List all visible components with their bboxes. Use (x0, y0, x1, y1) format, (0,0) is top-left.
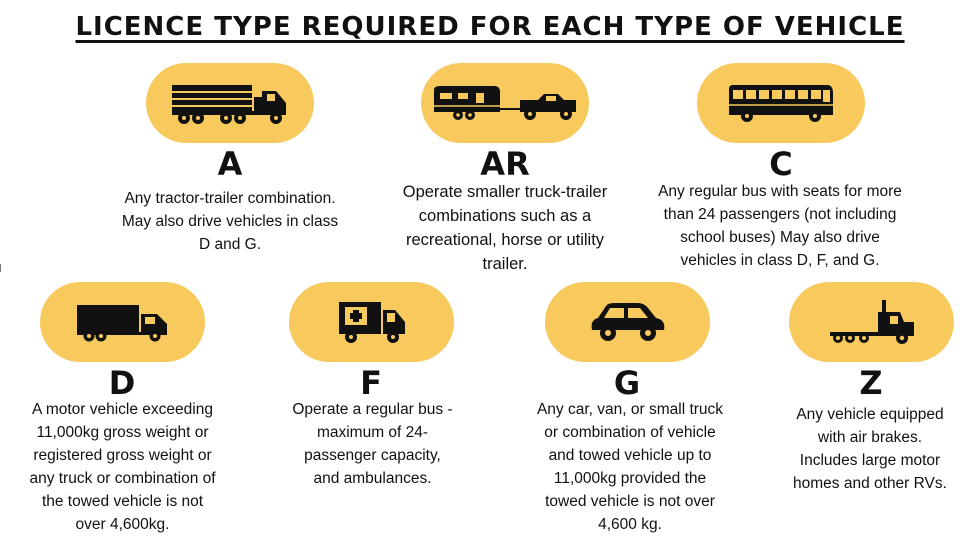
licence-code: F (360, 364, 382, 402)
licence-code: AR (480, 145, 530, 183)
page-title: LICENCE TYPE REQUIRED FOR EACH TYPE OF VEHICLE (75, 12, 905, 42)
licence-description: Any vehicle equipped with air brakes. Includes large motor homes and other RVs. (793, 406, 947, 492)
icon-pill (146, 63, 314, 143)
licence-description: Operate a regular bus - maximum of 24- passenger capacity, and ambulances. (292, 401, 453, 487)
icon-pill (421, 63, 589, 143)
icon-pill (40, 282, 205, 362)
divider-mark (0, 264, 1, 272)
licence-code: A (217, 145, 243, 183)
licence-description: Operate smaller truck-trailer combinations such as a recreational, horse or utility trailer. (402, 183, 608, 273)
licence-description: Any car, van, or small truck or combination of vehicle and towed vehicle up to 11,000kg provided the towed vehicle is not over 4,600 kg. (536, 401, 724, 533)
icon-pill (789, 282, 954, 362)
licence-description: Any tractor-trailer combination. May also drive vehicles in class D and G. (121, 190, 339, 253)
licence-code: G (613, 364, 641, 402)
truck-with-camper-trailer-icon (432, 84, 578, 122)
licence-code: D (108, 364, 136, 402)
licence-description: Any regular bus with seats for more than 24 passengers (not including school buses) May also drive vehicles in class D, F, and G. (658, 183, 902, 269)
icon-pill (289, 282, 454, 362)
ambulance-icon (337, 300, 407, 344)
bus-icon (727, 83, 835, 123)
car-icon (588, 300, 668, 344)
icon-pill (545, 282, 710, 362)
box-truck-icon (75, 302, 171, 342)
tractor-trailer-icon (170, 81, 290, 125)
semi-truck-cab-icon (824, 298, 920, 346)
licence-code: C (769, 145, 793, 183)
licence-code: Z (859, 364, 883, 402)
icon-pill (697, 63, 865, 143)
licence-description: A motor vehicle exceeding 11,000kg gross weight or registered gross weight or any truck or combination of the towed vehicle is not over 4,600kg. (29, 401, 216, 533)
